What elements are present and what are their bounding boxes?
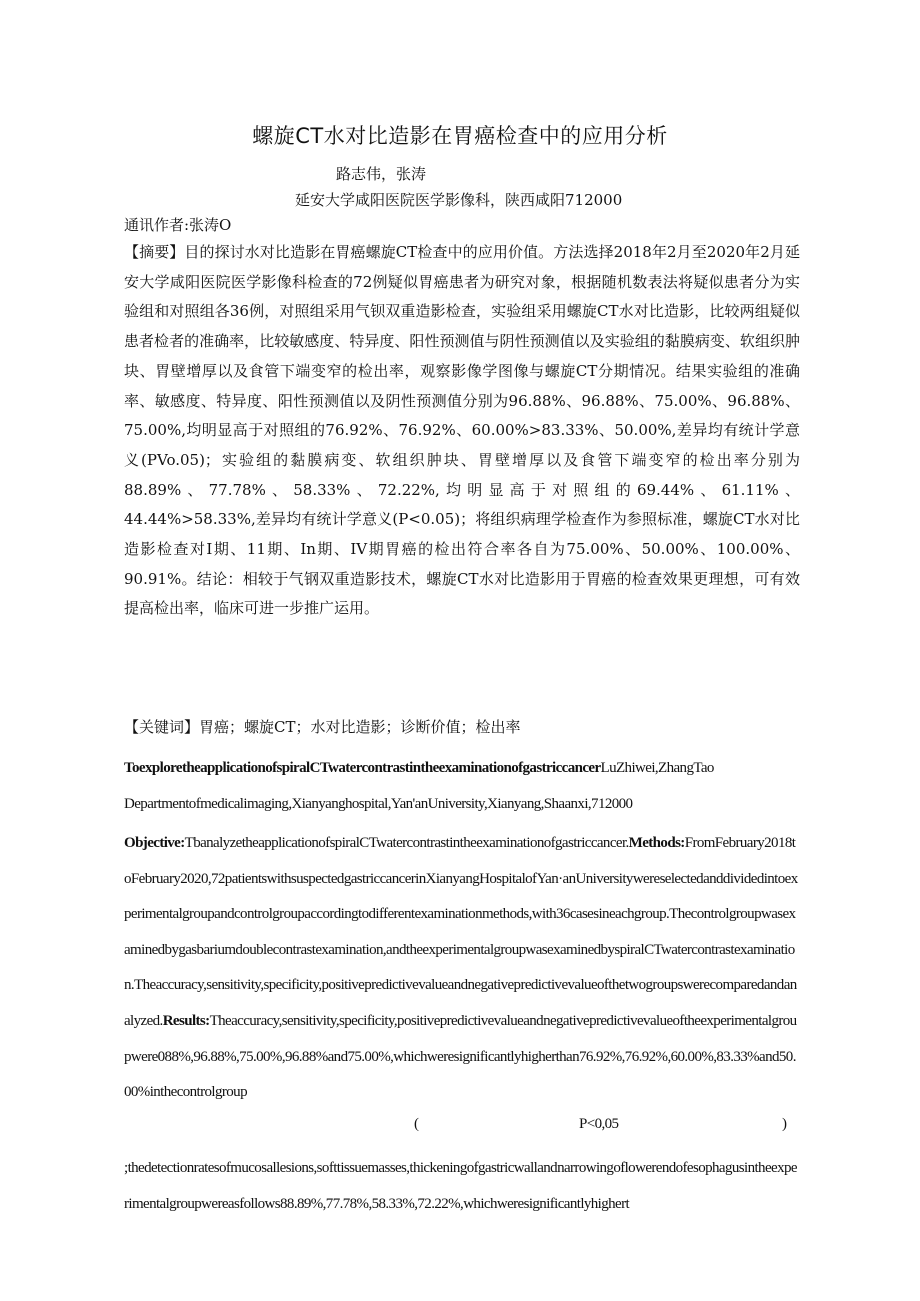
p-value: P<0,05 — [579, 1116, 619, 1132]
methods-text: FromFebruary2018toFebruary2020,72patientswithsuspectedgastriccancerinXianyangHospitalofYan·anUniversitywereselectedanddividedintoexperimentalgroupandcontrolgroupaccordingtodifferentexaminationmethods,with36casesineachgroup.Thecontrolgroupwasexaminedbygasbariumdoublecontrastexamination,andtheexperimentalgroupwasexaminedbyspiralCTwatercontrastexamination.Theaccuracy,sensitivity,specificity,positivepredictivevalueandnegativepredictivevalueofthetwogroupswerecomparedandanalyzed. — [124, 835, 798, 1029]
english-department: Departmentofmedicalimaging,Xianyanghospital,Yan'anUniversity,Xianyang,Shaanxi,712000 — [124, 796, 633, 812]
p-value-row — [124, 1116, 800, 1146]
keywords-zh — [124, 716, 521, 737]
p-open-paren: ( — [414, 1116, 419, 1132]
english-authors: LuZhiwei,ZhangTao — [600, 760, 714, 776]
results-label: Results: — [162, 1012, 210, 1029]
objective-label: Objective: — [124, 835, 185, 851]
abstract-text: 目的探讨水对比造影在胃癌螺旋CT检查中的应用价值。方法选择2018年2月至2020年2月延安大学咸阳医院医学影像科检查的72例疑似胃癌患者为研究对象，根据随机数表法将疑似患者分为实验组和对照组各36例，对照组采用气钡双重造影检查，实验组采用螺旋CT水对比造影，比较两组疑似患者检者的准确率，比较敏感度、特异度、阳性预测值与阴性预测值以及实验组的黏膜病变、软组织肿块、胃壁增厚以及食管下端变窄的检出率，观察影像学图像与螺旋CT分期情况。结果实验组的准确率、敏感度、特异度、阳性预测值以及阴性预测值分别为96.88%、96.88%、75.00%、96.88%、75.00%,均明显高于对照组的76.92%、76.92%、60.00%>83.33%、50.00%,差异均有统计学意义(PVo.05)；实验组的黏膜病变、软组织肿块、胃壁增厚以及食管下端变窄的检出率分别为88.89%、77.78%、58.33%、72.22%,均明显高于对照组的69.44%、61.11%、44.44%>58.33%,差异均有统计学意义(P<0.05)；将组织病理学检查作为参照标准，螺旋CT水对比造影检查对I期、11期、In期、IV期胃癌的检出符合率各自为75.00%、50.00%、100.00%、90.91%。结论：相较于气钢双重造影技术，螺旋CT水对比造影用于胃癌的检查效果更理想，可有效提高检出率，临床可进一步推广运用。 — [124, 243, 800, 618]
p-close-paren: ) — [782, 1116, 787, 1132]
corresponding-author: 通讯作者:张涛O — [124, 216, 232, 234]
abstract-en — [124, 826, 800, 1111]
abstract-en-continued: ;thedetectionratesofmucosallesions,softtissuemasses,thickeningofgastricwallandnarrowingoflowerendofesophagusintheexperimentalgroupwereasfollows88.89%,77.78%,58.33%,72.22%,whichweresignificantlyhighert — [124, 1160, 797, 1212]
results-text: Theaccuracy,sensitivity,specificity,positivepredictivevalueandnegativepredictivevalueoftheexperimentalgroupwere088%,96.88%,75.00%,96.88%and75.00%,whichweresignificantlyhigherthan76.92%,76.92%,60.00%,83.33%and50.00%inthecontrolgroup — [124, 1012, 797, 1101]
english-title-line — [124, 760, 804, 777]
methods-label: Methods: — [628, 835, 685, 851]
paper-title: 螺旋CT水对比造影在胃癌检查中的应用分析 — [252, 124, 668, 148]
english-title: ToexploretheapplicationofspiralCTwatercontrastintheexaminationofgastriccancer — [124, 760, 601, 776]
keywords-label: 【关键词】 — [124, 718, 200, 736]
keywords-text: 胃癌；螺旋CT；水对比造影；诊断价值；检出率 — [199, 718, 521, 736]
abstract-zh — [124, 238, 800, 624]
authors: 路志伟，张涛 — [336, 165, 427, 183]
objective-text: TbanalyzetheapplicationofspiralCTwatercontrastintheexaminationofgastriccancer. — [184, 835, 629, 851]
abstract-label: 【摘要】 — [124, 243, 185, 261]
affiliation: 延安大学咸阳医院医学影像科，陕西咸阳712000 — [295, 191, 623, 209]
